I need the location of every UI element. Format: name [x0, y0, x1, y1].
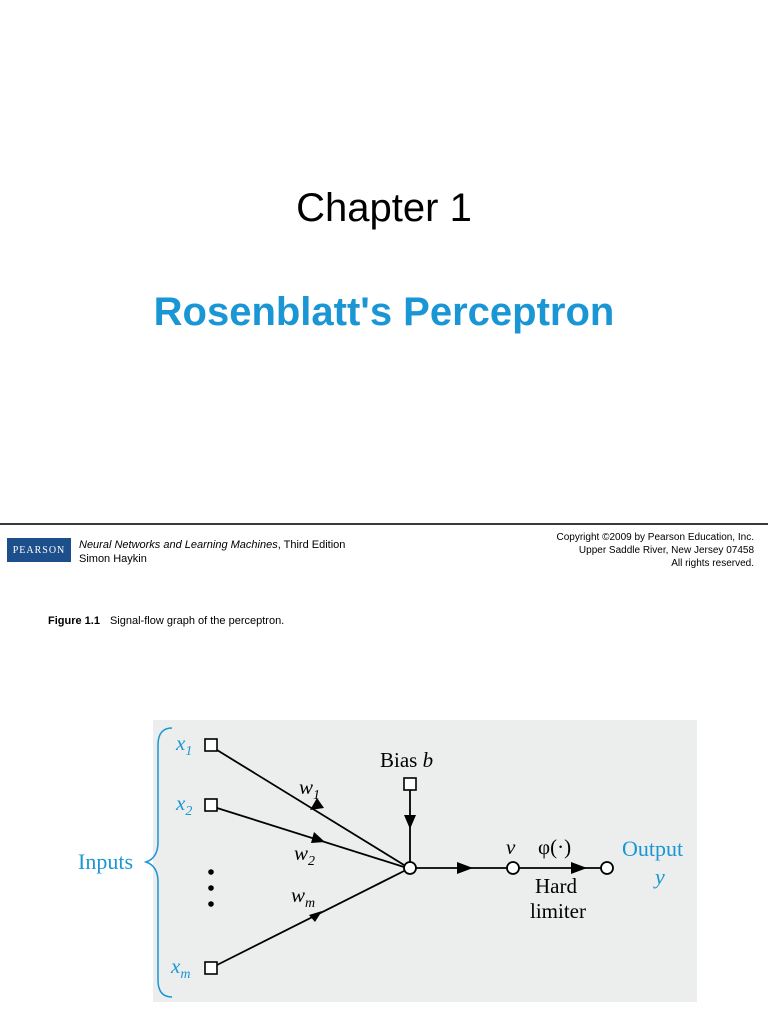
output-label: Output — [622, 836, 684, 861]
arrow-hard-limiter — [571, 862, 587, 874]
summing-junction — [404, 862, 416, 874]
input-x1-subscript: 1 — [185, 744, 193, 759]
hard-limiter-label-1: Hard — [535, 874, 577, 898]
arrow-bias — [404, 815, 416, 829]
figure-caption-label: Figure 1.1 — [48, 615, 100, 627]
bias-label: Bias b — [380, 748, 434, 772]
induced-field-v-label: v — [506, 835, 516, 859]
weight-w2-subscript: 2 — [308, 854, 316, 869]
input-x1-label: $x_1$ — [176, 731, 193, 759]
ellipsis-dot-3 — [208, 901, 214, 907]
input-xm-label: $x_m$ — [171, 954, 191, 982]
weight-wm-label: $w_m$ — [291, 883, 316, 911]
input-x1-node — [205, 739, 217, 751]
bias-variable: b — [422, 748, 434, 772]
weight-w1-subscript: 1 — [313, 788, 321, 803]
arrow-w2 — [311, 832, 325, 843]
input-x2-label: $x_2$ — [176, 791, 193, 819]
copyright-line-2: Upper Saddle River, New Jersey 07458 — [578, 545, 754, 556]
node-output — [601, 862, 613, 874]
activation-phi-label: φ(·) — [538, 835, 572, 859]
hard-limiter-label-2: limiter — [530, 899, 586, 923]
input-xm-subscript: m — [180, 967, 191, 982]
copyright-line-3: All rights reserved. — [671, 558, 754, 569]
arrow-wm — [309, 911, 322, 922]
figure-caption-text: Signal-flow graph of the perceptron. — [109, 615, 285, 627]
weight-w2-label: $w_2$ — [294, 841, 316, 869]
book-edition: , Third Edition — [277, 539, 346, 551]
copyright-line-1: Copyright ©2009 by Pearson Education, Inc. — [556, 532, 754, 543]
edge-xm-to-sum — [217, 871, 404, 965]
output-y-label: y — [655, 864, 665, 889]
bias-node — [404, 778, 416, 790]
ellipsis-dot-1 — [208, 869, 214, 875]
input-x2-node — [205, 799, 217, 811]
weight-wm-subscript: m — [305, 896, 316, 911]
ellipsis-dot-2 — [208, 885, 214, 891]
chapter-heading: Chapter 1 — [296, 186, 472, 230]
inputs-brace — [146, 728, 172, 997]
weight-w1-label: $w_1$ — [299, 775, 321, 803]
input-x2-subscript: 2 — [185, 804, 193, 819]
edge-x1-to-sum — [217, 750, 404, 865]
book-title: Neural Networks and Learning Machines — [79, 539, 278, 551]
arrow-sum-to-v — [457, 862, 473, 874]
node-v — [507, 862, 519, 874]
pearson-logo: PEARSON — [7, 538, 71, 562]
book-author: Simon Haykin — [79, 553, 147, 565]
chapter-title: Rosenblatt's Perceptron — [153, 290, 615, 334]
input-xm-node — [205, 962, 217, 974]
inputs-label: Inputs — [78, 849, 133, 874]
